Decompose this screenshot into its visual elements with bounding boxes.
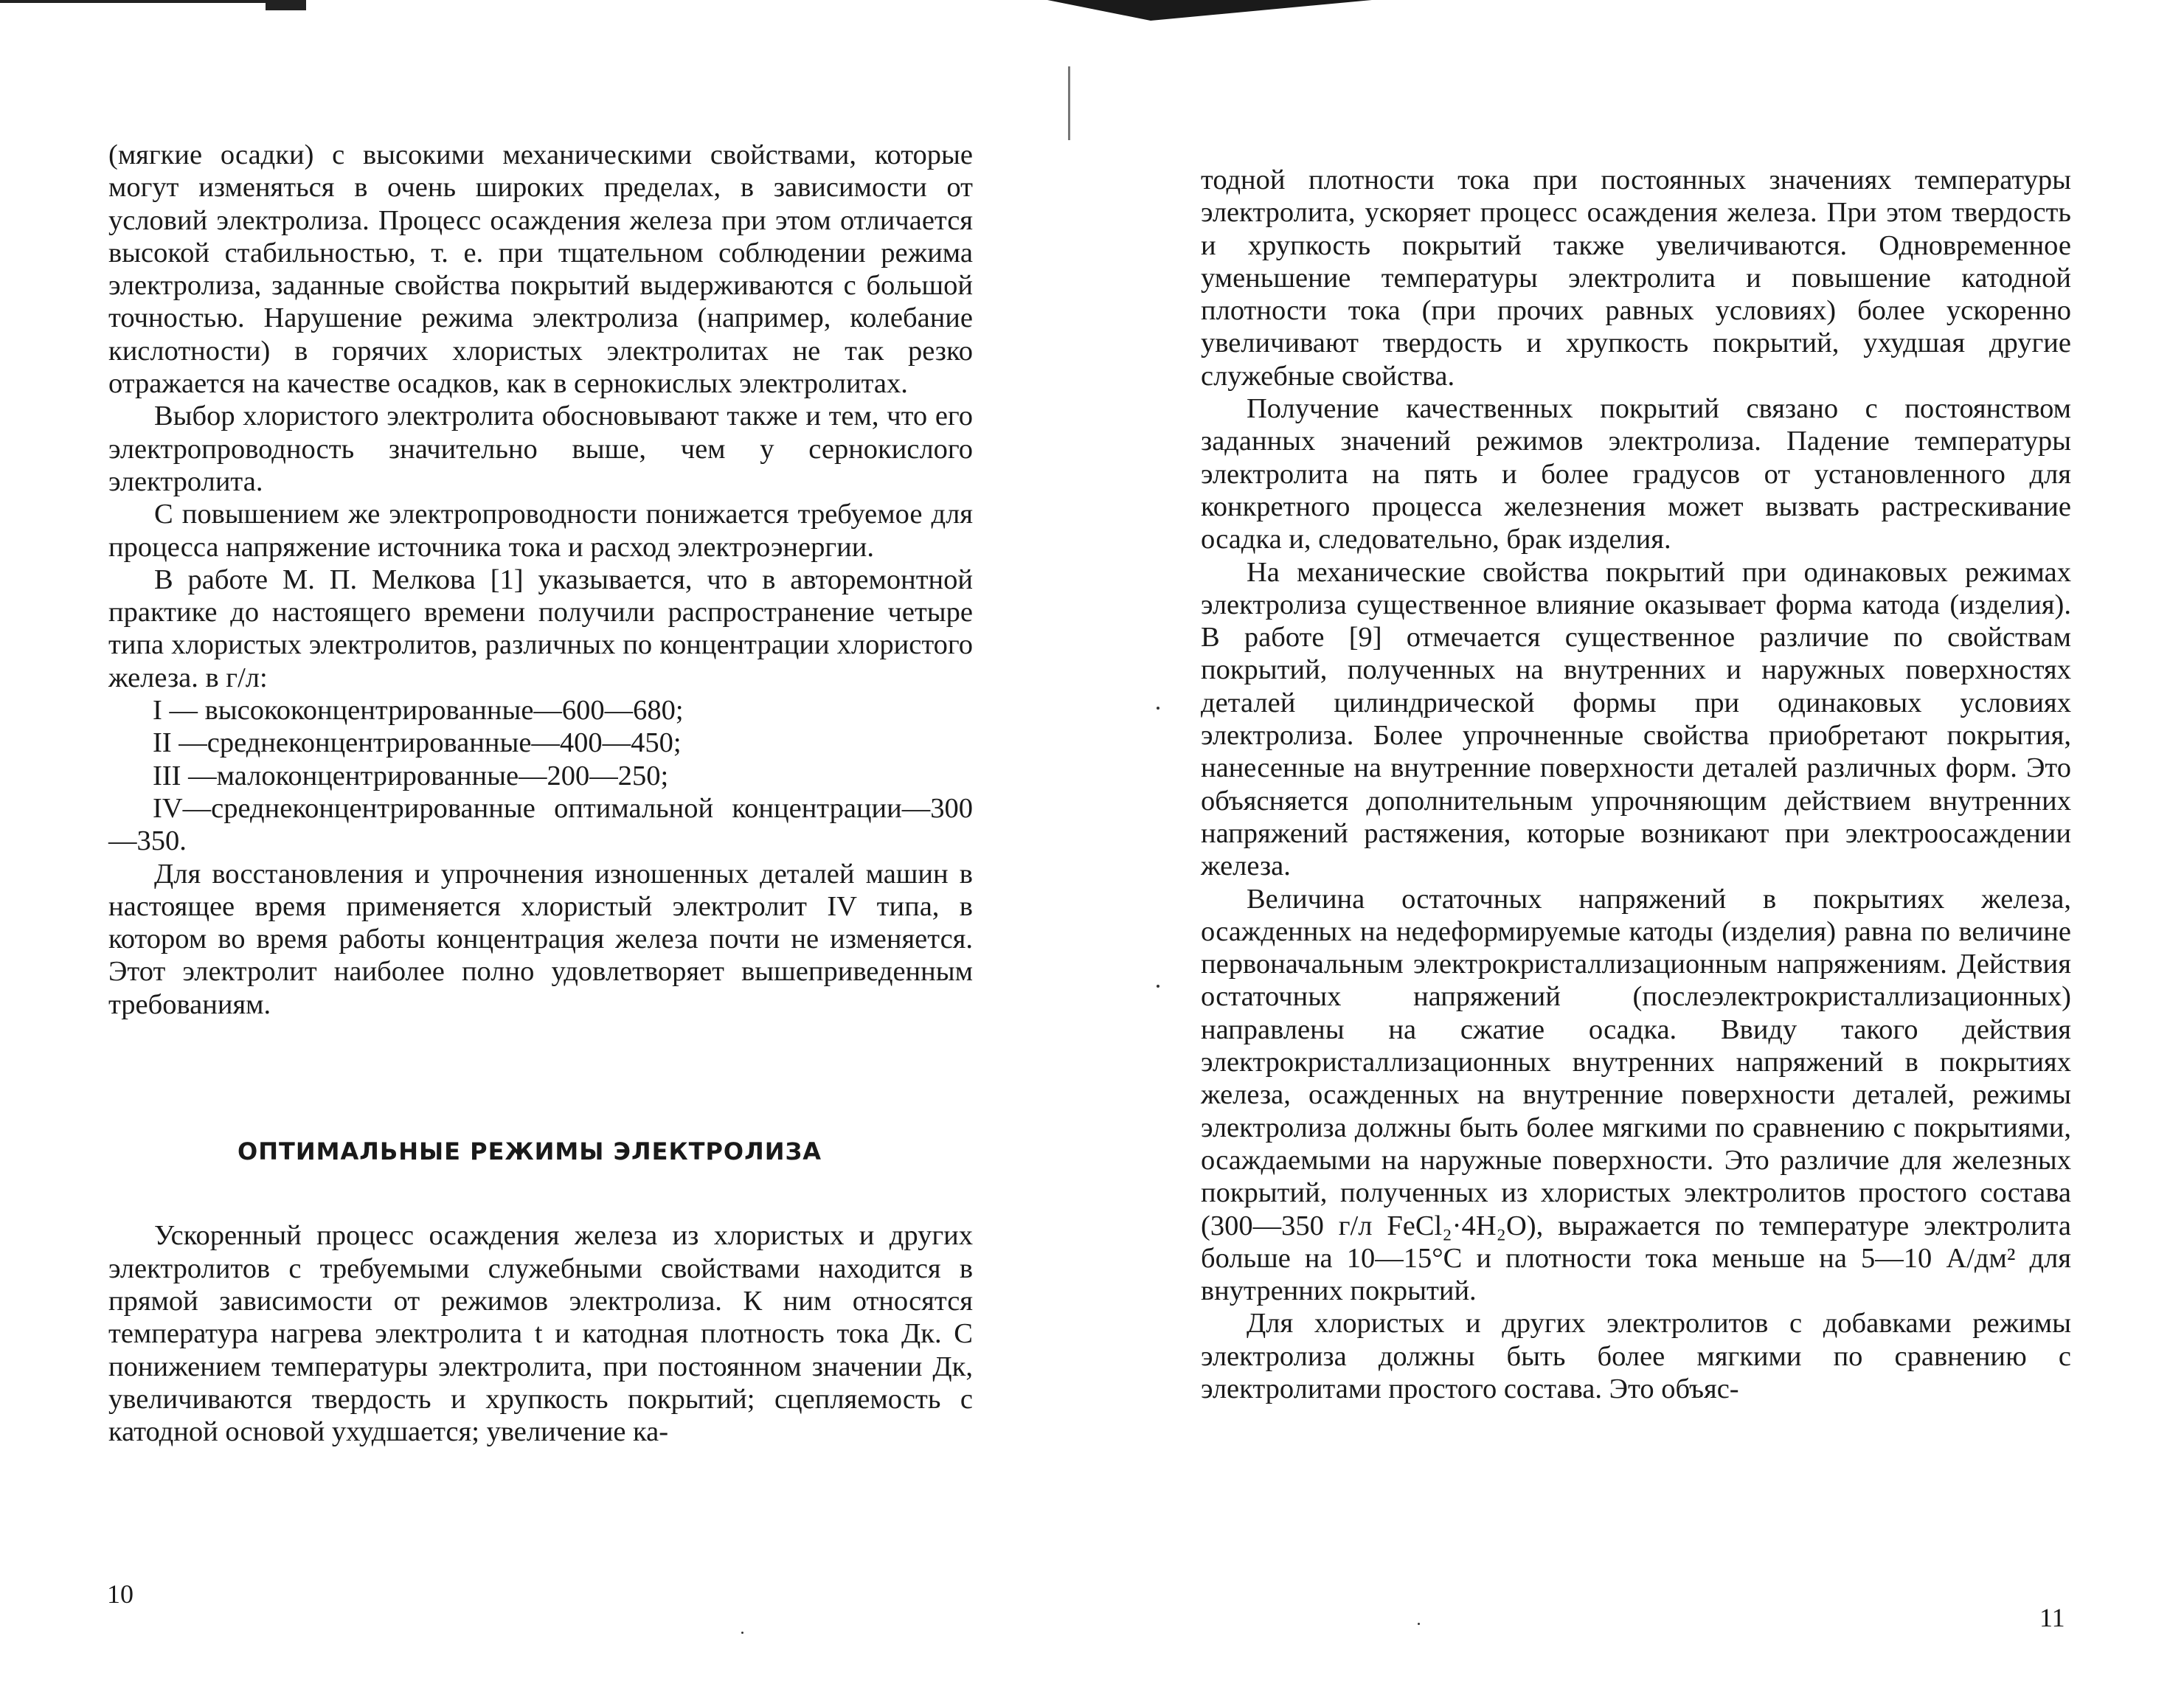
scan-speck bbox=[1418, 1623, 1420, 1625]
scan-edge-artifact bbox=[1047, 0, 1372, 21]
scan-speck bbox=[1157, 985, 1159, 988]
list-item: II —среднеконцентрированные—400—450; bbox=[153, 727, 682, 759]
paragraph: Ускоренный процесс осаждения железа из хлористых и других электролитов с требуемыми служебными свойствами находится в прямой зависимости от режимов электролиза. К ним относятся температура нагрева электролита t и катодная плотность тока Дк. С понижением температуры электролита, при постоянном значении Дк, увеличиваются твердость и хрупкость покрытий; сцепляемость с катодной основой ухудшается; увеличение ка- bbox=[108, 1220, 973, 1448]
paragraph: С повышением же электропроводности понижается требуемое для процесса напряжение источника тока и расход электроэнергии. bbox=[108, 499, 973, 563]
scan-speck bbox=[741, 1632, 743, 1634]
scan-speck bbox=[1157, 707, 1159, 710]
paragraph: В работе М. П. Мелкова [1] указывается, что в авторемонтной практике до настоящего времени получили распространение четыре типа хлористых электролитов, различных по концентрации хлористого железа. в г/л: bbox=[108, 564, 973, 693]
scan-edge-artifact bbox=[0, 0, 266, 3]
paragraph: Величина остаточных напряжений в покрытиях железа, осажденных на недеформируемые катоды (изделия) равна по величине первоначальным электрокристаллизационным напряжениям. Действия остаточных напряжений (послеэлектрокристаллизационных) направлены на сжатие осадка. Ввиду такого действия электрокристаллизационных внутренних напряжений в покрытиях железа, осажденных на внутренние поверхности деталей, режимы электролиза должны быть более мягкими по сравнению с покрытиями, осаждаемыми на наружные поверхности. Это различие для железных покрытий, полученных из хлористых электролитов простого состава (300—350 г/л FeCl₂·4H₂O), выражается по температуре электролита больше на 10—15°С и плотности тока меньше на 5—10 А/дм² для внутренних покрытий. bbox=[1201, 883, 2071, 1307]
list-item: IV—среднеконцентрированные оптимальной концентрации—300—350. bbox=[108, 792, 973, 857]
paragraph: Для восстановления и упрочнения изношенных деталей машин в настоящее время применяется хлористый электролит IV типа, в котором во время работы концентрация железа почти не изменяется. Этот электролит наиболее полно удовлетворяет вышеприведенным требованиям. bbox=[108, 858, 973, 1020]
paragraph: На механические свойства покрытий при одинаковых режимах электролиза существенное влияние оказывает форма катода (изделия). В работе [9] отмечается существенное различие по свойствам покрытий, полученных на внутренних и наружных поверхностях деталей цилиндрической формы при одинаковых условиях электролиза. Более упрочненные свойства приобретают покрытия, нанесенные на внутренние поверхности деталей различных форм. Это объясняется дополнительным упрочняющим действием внутренних напряжений растяжения, которые возникают при электроосаждении железа. bbox=[1201, 556, 2071, 882]
page-number: 11 bbox=[2039, 1603, 2065, 1632]
list-item: III —малоконцентрированные—200—250; bbox=[153, 760, 669, 791]
list-item: I — высококонцентрированные—600—680; bbox=[153, 695, 684, 727]
left-page bbox=[108, 139, 973, 1448]
paragraph: Выбор хлористого электролита обосновывают также и тем, что его электропроводность значительно выше, чем у сернокислого электролита. bbox=[108, 401, 973, 497]
paragraph: Получение качественных покрытий связано с постоянством заданных значений режимов электролиза. Падение температуры электролита на пять и более градусов от установленного для конкретного процесса железнения может вызвать растрескивание осадка и, следовательно, брак изделия. bbox=[1201, 393, 2071, 555]
right-page bbox=[1201, 164, 2071, 1405]
page-number: 10 bbox=[107, 1579, 134, 1609]
scan-edge-artifact bbox=[266, 0, 306, 10]
section-heading: ОПТИМАЛЬНЫЕ РЕЖИМЫ ЭЛЕКТРОЛИЗА bbox=[238, 1137, 822, 1166]
paragraph: (мягкие осадки) с высокими механическими свойствами, которые могут изменяться в очень широких пределах, в зависимости от условий электролиза. Процесс осаждения железа при этом отличается высокой стабильностью, т. е. при тщательном соблюдении режима электролиза, заданные свойства покрытий выдерживаются с большой точностью. Нарушение режима электролиза (например, колебание кислотности) в горячих хлористых электролитах не так резко отражается на качестве осадков, как в сернокислых электролитах. bbox=[108, 139, 973, 400]
paragraph: Для хлористых и других электролитов с добавками режимы электролиза должны быть более мягкими по сравнению с электролитами простого состава. Это объяс- bbox=[1201, 1308, 2071, 1404]
book-gutter-line bbox=[1068, 66, 1070, 140]
paragraph: тодной плотности тока при постоянных значениях температуры электролита, ускоряет процесс осаждения железа. При этом твердость и хрупкость покрытий также увеличиваются. Одновременное уменьшение температуры электролита и повышение катодной плотности тока (при прочих равных условиях) более ускоренно увеличивают твердость и хрупкость покрытий, ухудшая другие служебные свойства. bbox=[1201, 164, 2071, 392]
